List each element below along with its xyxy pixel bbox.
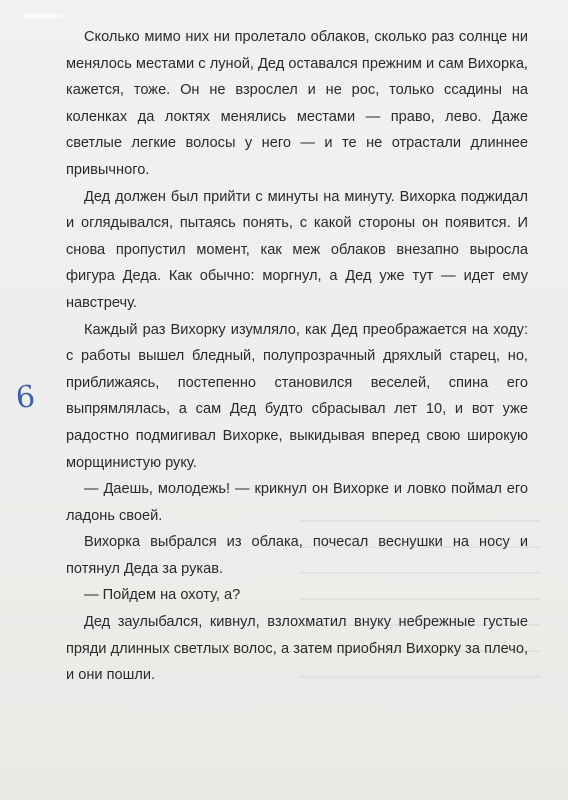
scan-corner-mark xyxy=(22,14,62,18)
paragraph-6: — Пойдем на охоту, а? xyxy=(84,587,241,604)
paragraph-4: — Даешь, молодежь! — крикнул он Вихорке и ловко поймал его ладонь своей. xyxy=(66,481,528,524)
paragraph-1: Сколько мимо них ни пролетало облаков, сколько раз солнце ни менялось местами с луной, Дед оставался прежним и сам Вихорка, кажется, тоже. Он не взрослел и не рос, только ссадины на коленках да локтях менялись местами — право, лево. Даже светлые легкие волосы у него — и те не отрастали длиннее привычного. xyxy=(66,29,528,178)
paragraph-3: Каждый раз Вихорку изумляло, как Дед преображается на ходу: с работы вышел бледный, полупрозрачный дряхлый старец, но, приближаясь, постепенно становился веселей, спина его выпрямлялась, а сам Дед будто сбрасывал лет 10, и вот уже радостно подмигивал Вихорке, выкидывая вперед свою широкую морщинистую руку. xyxy=(66,321,528,471)
story-text xyxy=(66,24,528,689)
paragraph-7: Дед заулыбался, кивнул, взлохматил внуку небрежные густые пряди длинных светлых волос, а затем приобнял Вихорку за плечо, и они пошли. xyxy=(66,614,528,684)
paragraph-5: Вихорка выбрался из облака, почесал веснушки на носу и потянул Деда за рукав. xyxy=(66,534,528,577)
handwritten-page-number: 6 xyxy=(14,379,37,416)
paragraph-2: Дед должен был прийти с минуты на минуту. Вихорка поджидал и оглядывался, пытаясь понять, с какой стороны он появится. И снова пропустил момент, как меж облаков внезапно выросла фигура Деда. Как обычно: моргнул, а Дед уже тут — идет ему навстречу. xyxy=(66,188,528,311)
